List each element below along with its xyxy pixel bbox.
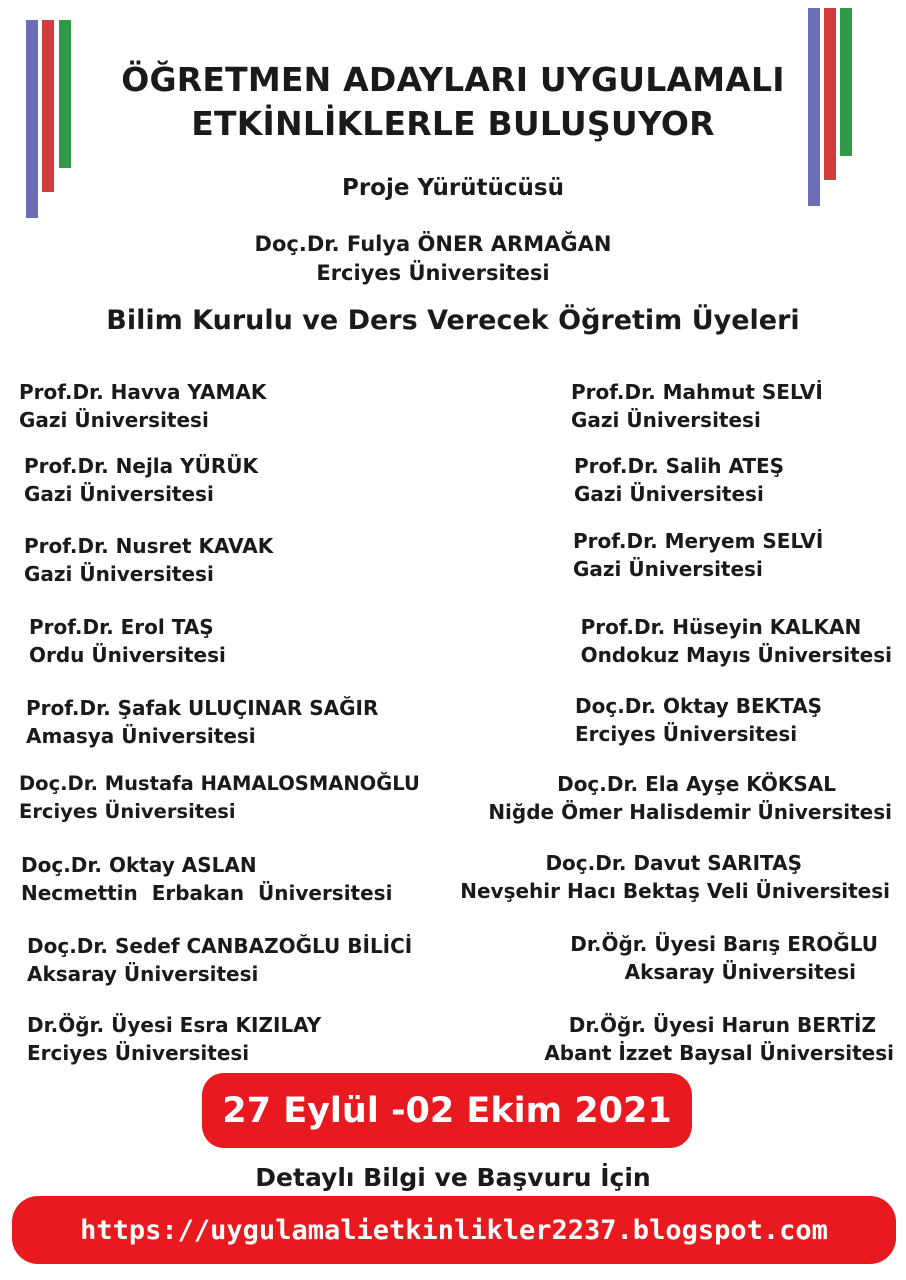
left-member-1 bbox=[19, 378, 266, 434]
member-university: Aksaray Üniversitesi bbox=[624, 960, 856, 984]
member-name: Prof.Dr. Nusret KAVAK bbox=[24, 534, 274, 558]
right-member-8 bbox=[570, 930, 878, 986]
decor-bar-green-left bbox=[59, 20, 71, 168]
project-lead-university: Erciyes Üniversitesi bbox=[316, 261, 550, 285]
member-name: Dr.Öğr. Üyesi Esra KIZILAY bbox=[27, 1013, 322, 1037]
decor-bar-red-left bbox=[42, 20, 54, 192]
member-university: Erciyes Üniversitesi bbox=[27, 1041, 250, 1065]
member-university: Amasya Üniversitesi bbox=[26, 724, 256, 748]
right-member-1 bbox=[571, 378, 823, 434]
project-lead-heading: Proje Yürütücüsü bbox=[341, 175, 564, 201]
right-member-6 bbox=[488, 770, 892, 826]
right-member-9 bbox=[544, 1011, 894, 1067]
left-member-6 bbox=[19, 770, 420, 826]
member-university: Ordu Üniversitesi bbox=[29, 643, 226, 667]
member-name: Doç.Dr. Davut SARITAŞ bbox=[545, 851, 802, 875]
member-name: Prof.Dr. Salih ATEŞ bbox=[574, 454, 785, 478]
member-name: Prof.Dr. Hüseyin KALKAN bbox=[580, 615, 862, 639]
member-name: Prof.Dr. Şafak ULUÇINAR SAĞIR bbox=[26, 696, 379, 720]
right-member-2 bbox=[574, 452, 784, 508]
member-name: Prof.Dr. Meryem SELVİ bbox=[573, 529, 824, 553]
member-name: Doç.Dr. Sedef CANBAZOĞLU BİLİCİ bbox=[27, 934, 413, 958]
member-name: Prof.Dr. Havva YAMAK bbox=[19, 380, 267, 404]
member-name: Doç.Dr. Mustafa HAMALOSMANOĞLU bbox=[19, 772, 420, 795]
member-university: Ondokuz Mayıs Üniversitesi bbox=[580, 643, 892, 667]
member-university: Gazi Üniversitesi bbox=[574, 482, 764, 506]
right-member-7 bbox=[460, 849, 890, 905]
title-line-2: ETKİNLİKLERLE BULUŞUYOR bbox=[191, 104, 715, 143]
right-member-5 bbox=[575, 692, 822, 748]
member-name: Dr.Öğr. Üyesi Barış EROĞLU bbox=[570, 932, 878, 956]
left-member-2 bbox=[24, 452, 258, 508]
date-text: 27 Eylül -02 Ekim 2021 bbox=[222, 1090, 672, 1131]
member-university: Necmettin Erbakan Üniversitesi bbox=[21, 881, 393, 905]
project-lead-name: Doç.Dr. Fulya ÖNER ARMAĞAN bbox=[254, 232, 612, 256]
member-name: Doç.Dr. Oktay ASLAN bbox=[21, 853, 257, 877]
member-name: Prof.Dr. Nejla YÜRÜK bbox=[24, 454, 258, 478]
decor-bar-green-right bbox=[840, 8, 852, 156]
member-name: Doç.Dr. Oktay BEKTAŞ bbox=[575, 694, 823, 718]
left-member-4 bbox=[29, 613, 226, 669]
left-member-7 bbox=[21, 851, 392, 907]
left-member-9 bbox=[27, 1011, 321, 1067]
member-university: Gazi Üniversitesi bbox=[24, 482, 214, 506]
page-title bbox=[80, 58, 826, 146]
member-university: Aksaray Üniversitesi bbox=[27, 962, 259, 986]
left-member-3 bbox=[24, 532, 273, 588]
member-university: Gazi Üniversitesi bbox=[19, 408, 209, 432]
member-university: Gazi Üniversitesi bbox=[571, 408, 761, 432]
decor-bar-blue-left bbox=[26, 20, 38, 218]
committee-heading: Bilim Kurulu ve Ders Verecek Öğretim Üyeleri bbox=[106, 305, 800, 336]
right-member-4 bbox=[581, 613, 892, 669]
right-member-3 bbox=[573, 527, 823, 583]
member-university: Gazi Üniversitesi bbox=[573, 557, 763, 581]
member-university: Abant İzzet Baysal Üniversitesi bbox=[544, 1041, 894, 1065]
title-line-1: ÖĞRETMEN ADAYLARI UYGULAMALI bbox=[121, 60, 785, 99]
member-university: Nevşehir Hacı Bektaş Veli Üniversitesi bbox=[460, 879, 890, 903]
info-label: Detaylı Bilgi ve Başvuru İçin bbox=[255, 1163, 651, 1192]
member-university: Erciyes Üniversitesi bbox=[575, 722, 798, 746]
left-member-8 bbox=[27, 932, 412, 988]
date-banner bbox=[202, 1073, 692, 1148]
member-university: Gazi Üniversitesi bbox=[24, 562, 214, 586]
left-member-5 bbox=[26, 694, 378, 750]
member-name: Doç.Dr. Ela Ayşe KÖKSAL bbox=[557, 772, 836, 796]
member-name: Prof.Dr. Erol TAŞ bbox=[29, 615, 214, 639]
member-university: Erciyes Üniversitesi bbox=[19, 800, 236, 823]
url-banner[interactable] bbox=[12, 1196, 896, 1264]
member-name: Dr.Öğr. Üyesi Harun BERTİZ bbox=[568, 1013, 876, 1037]
url-link[interactable]: https://uygulamalietkinlikler2237.blogspot.com bbox=[80, 1214, 828, 1246]
member-name: Prof.Dr. Mahmut SELVİ bbox=[571, 380, 823, 404]
member-university: Niğde Ömer Halisdemir Üniversitesi bbox=[488, 800, 892, 824]
